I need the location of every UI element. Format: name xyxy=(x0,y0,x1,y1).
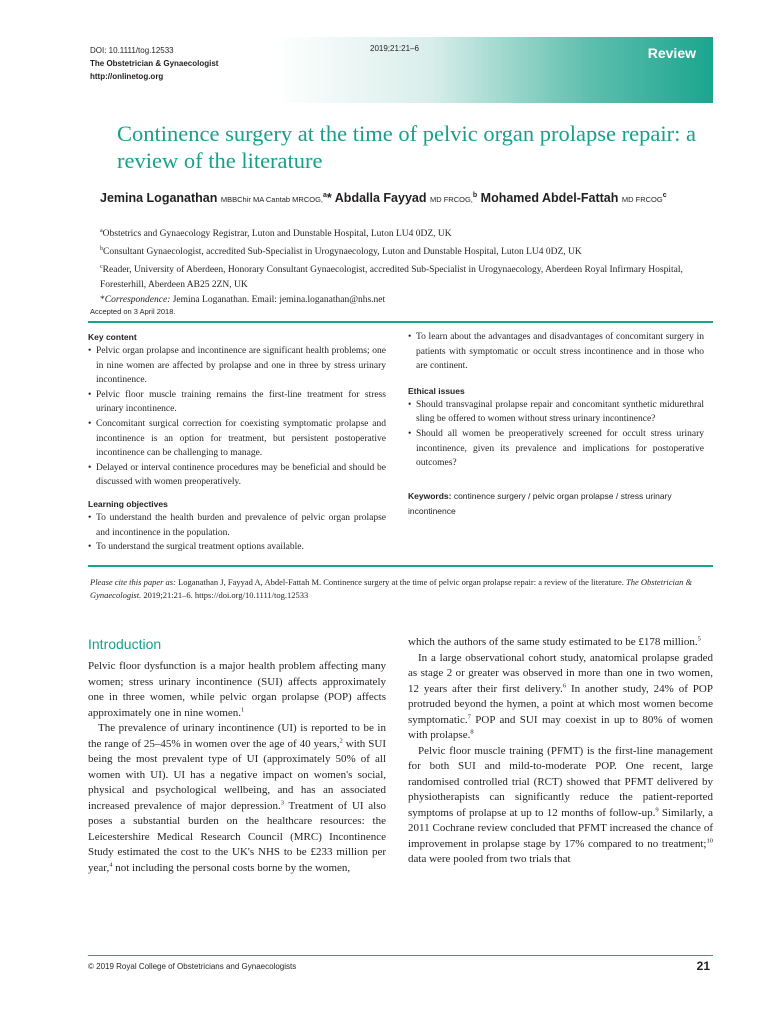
volume-info: 2019;21:21–6 xyxy=(370,44,419,53)
ethical-issues-heading: Ethical issues xyxy=(408,385,465,396)
affiliation-a-mark: a xyxy=(100,228,103,234)
learning-objectives-heading: Learning objectives xyxy=(88,498,168,509)
body-right-column xyxy=(408,635,713,868)
article-title: Continence surgery at the time of pelvic organ prolapse repair: a review of the literature xyxy=(117,121,696,173)
affiliation-b-text: Consultant Gynaecologist, accredited Sub-Specialist in Urogynaecology, Luton and Dunstable Hospital, Luton LU4 0DZ, UK xyxy=(103,247,582,258)
affiliation-c xyxy=(100,260,720,293)
citation xyxy=(90,576,715,602)
citation-lead: Please cite this paper as: xyxy=(90,577,176,587)
reference[interactable]: 10 xyxy=(706,836,713,844)
citation-journal: The Obstetrician & Gynaecologist. xyxy=(90,577,693,600)
footer-rule xyxy=(88,955,713,956)
text: not including the personal costs borne by the women, xyxy=(112,861,351,874)
affiliation-b xyxy=(100,242,720,260)
list-item: • Delayed or interval continence procedures may be beneficial and should be discussed with women preoperatively. xyxy=(88,461,386,490)
correspondence xyxy=(100,293,720,308)
text: which the authors of the same study estimated to be £178 million. xyxy=(408,636,698,648)
author-2-affil: b xyxy=(472,192,478,199)
text: with SUI being the most prevalent type of UI (approximately 50% of all women with UI). UI has a negative impact on women's social, physical and psychological wellbeing, and has an associated increased prevalence of major depression. xyxy=(88,737,386,812)
affiliation-c-mark: c xyxy=(100,264,103,271)
author-1-degrees: MBBChir MA Cantab MRCOG, xyxy=(220,195,323,205)
learning-objectives-list xyxy=(88,511,386,555)
correspondence-text[interactable]: Jemina Loganathan. Email: jemina.loganathan@nhs.net xyxy=(170,295,386,306)
author-list xyxy=(100,186,720,209)
text: Similarly, a 2011 Cochrane review concluded that PFMT increased the chance of improvement in prolapse stage by 17% compared to no treatment; xyxy=(408,806,713,850)
reference[interactable]: 8 xyxy=(470,728,474,736)
keywords-label: Keywords: xyxy=(408,490,452,501)
reference[interactable]: 2 xyxy=(339,736,343,744)
doi[interactable]: DOI: 10.1111/tog.12533 xyxy=(90,46,174,55)
affiliation-a-text: Obstetrics and Gynaecology Registrar, Luton and Dunstable Hospital, Luton LU4 0DZ, UK xyxy=(102,229,452,240)
accepted-date: Accepted on 3 April 2018. xyxy=(90,307,176,316)
section-label: Review xyxy=(647,45,696,61)
journal-url[interactable]: http://onlinetog.org xyxy=(90,72,164,81)
correspondence-mark: * xyxy=(100,295,105,306)
reference[interactable]: 7 xyxy=(467,712,471,720)
author-2-name: Abdalla Fayyad xyxy=(334,191,427,206)
list-item: • Should all women be preoperatively screened for occult stress urinary incontinence, given its prevalence and implications for postoperative outcomes? xyxy=(408,427,704,471)
copyright: © 2019 Royal College of Obstetricians and Gynaecologists xyxy=(88,962,297,971)
reference[interactable]: 1 xyxy=(241,705,245,713)
paragraph xyxy=(88,721,386,876)
citation-text: Loganathan J, Fayyad A, Abdel-Fattah M. Continence surgery at the time of pelvic organ prolapse repair: a review of the literature. xyxy=(175,577,624,587)
author-2-degrees: MD FRCOG, xyxy=(429,195,473,205)
box-top-rule xyxy=(88,321,713,323)
ethical-issues-list xyxy=(408,398,704,471)
affiliation-a xyxy=(100,224,720,242)
text: The prevalence of urinary incontinence (UI) is reported to be in the range of 25–45% in women over the age of 40 years, xyxy=(88,722,386,750)
reference[interactable]: 9 xyxy=(655,805,659,813)
author-3-affil: c xyxy=(662,192,667,199)
learning-objectives-list-continued xyxy=(408,330,704,374)
list-item: • To understand the surgical treatment options available. xyxy=(88,540,386,555)
list-item: • Should transvaginal prolapse repair and concomitant synthetic midurethral sling be offered to women without stress urinary incontinence? xyxy=(408,398,704,427)
journal-name: The Obstetrician & Gynaecologist xyxy=(90,59,219,68)
text: Pelvic floor dysfunction is a major health problem affecting many women; stress urinary incontinence (SUI) affects approximately one in three women, while pelvic organ prolapse (POP) affects approximately one in nine women. xyxy=(88,660,386,719)
paragraph xyxy=(408,744,713,868)
introduction-heading: Introduction xyxy=(88,636,162,652)
text: Treatment of UI also poses a substantial burden on the healthcare resources: the Leicestershire Medical Research Council (MRC) Incontinence Study estimated the cost to the UK's NHS to be £233 million per year, xyxy=(88,799,386,874)
summary-right-column xyxy=(408,330,704,520)
list-item: • To understand the health burden and prevalence of pelvic organ prolapse and incontinence in the population. xyxy=(88,511,386,540)
reference[interactable]: 4 xyxy=(109,860,113,868)
body-left-column xyxy=(88,659,386,876)
text: In another study, 24% of POP protruded beyond the hymen, a point at which most women become symptomatic. xyxy=(408,682,713,726)
paragraph xyxy=(408,635,713,651)
keywords-text: continence surgery / pelvic organ prolapse / stress urinary incontinence xyxy=(408,490,672,517)
key-content-heading: Key content xyxy=(88,332,137,342)
text: In a large observational cohort study, anatomical prolapse graded as stage 2 or greater was observed in more than one in two women, 12 years after their first delivery. xyxy=(408,651,713,695)
journal-header xyxy=(90,44,218,83)
affiliation-c-text: Reader, University of Aberdeen, Honorary Consultant Gynaecologist, accredited Sub-Specialist in Urogynaecology, Aberdeen Royal Infirmary Hospital, Foresterhill, Aberdeen AB25 2ZN, UK xyxy=(100,265,683,291)
box-bottom-rule xyxy=(88,565,713,567)
corresponding-mark: * xyxy=(326,191,332,206)
correspondence-label: Correspondence: xyxy=(104,295,171,306)
citation-rest[interactable]: 2019;21:21–6. https://doi.org/10.1111/tog.12533 xyxy=(141,590,309,600)
reference[interactable]: 3 xyxy=(280,798,284,806)
keywords xyxy=(408,489,704,520)
affiliations xyxy=(100,224,720,308)
paragraph xyxy=(88,659,386,721)
text: data were pooled from two trials that xyxy=(408,853,571,865)
paragraph xyxy=(408,651,713,744)
author-3-degrees: MD FRCOG xyxy=(621,195,663,205)
page-number: 21 xyxy=(696,959,710,973)
affiliation-b-mark: b xyxy=(100,246,103,253)
key-content-list xyxy=(88,344,386,490)
list-item: • Concomitant surgical correction for coexisting symptomatic prolapse and incontinence is an option for treatment, but persistent postoperative incontinence can be challenging to manage. xyxy=(88,417,386,461)
list-item: • To learn about the advantages and disadvantages of concomitant surgery in patients with symptomatic or occult stress incontinence and in those who are continent. xyxy=(408,330,704,374)
author-3-name: Mohamed Abdel-Fattah xyxy=(480,191,619,206)
author-1-name: Jemina Loganathan xyxy=(100,191,218,206)
author-1-affil: a xyxy=(322,192,327,199)
reference[interactable]: 6 xyxy=(562,681,567,689)
list-item: • Pelvic floor muscle training remains the first-line treatment for stress urinary incontinence. xyxy=(88,388,386,417)
text: Pelvic floor muscle training (PFMT) is the first-line management for both SUI and mild-to-moderate POP. One recent, large randomised controlled trial (RCT) showed that PFMT delivered by physiotherapists can significantly reduce the patient-reported symptoms of prolapse at up to 12 months of follow-up. xyxy=(408,744,713,819)
text: POP and SUI may coexist in up to 80% of women with prolapse. xyxy=(408,713,713,741)
reference[interactable]: 5 xyxy=(697,635,701,643)
summary-left-column xyxy=(88,330,386,555)
list-item: • Pelvic organ prolapse and incontinence are significant health problems; one in nine women are affected by prolapse and one in three by stress urinary incontinence. xyxy=(88,344,386,388)
